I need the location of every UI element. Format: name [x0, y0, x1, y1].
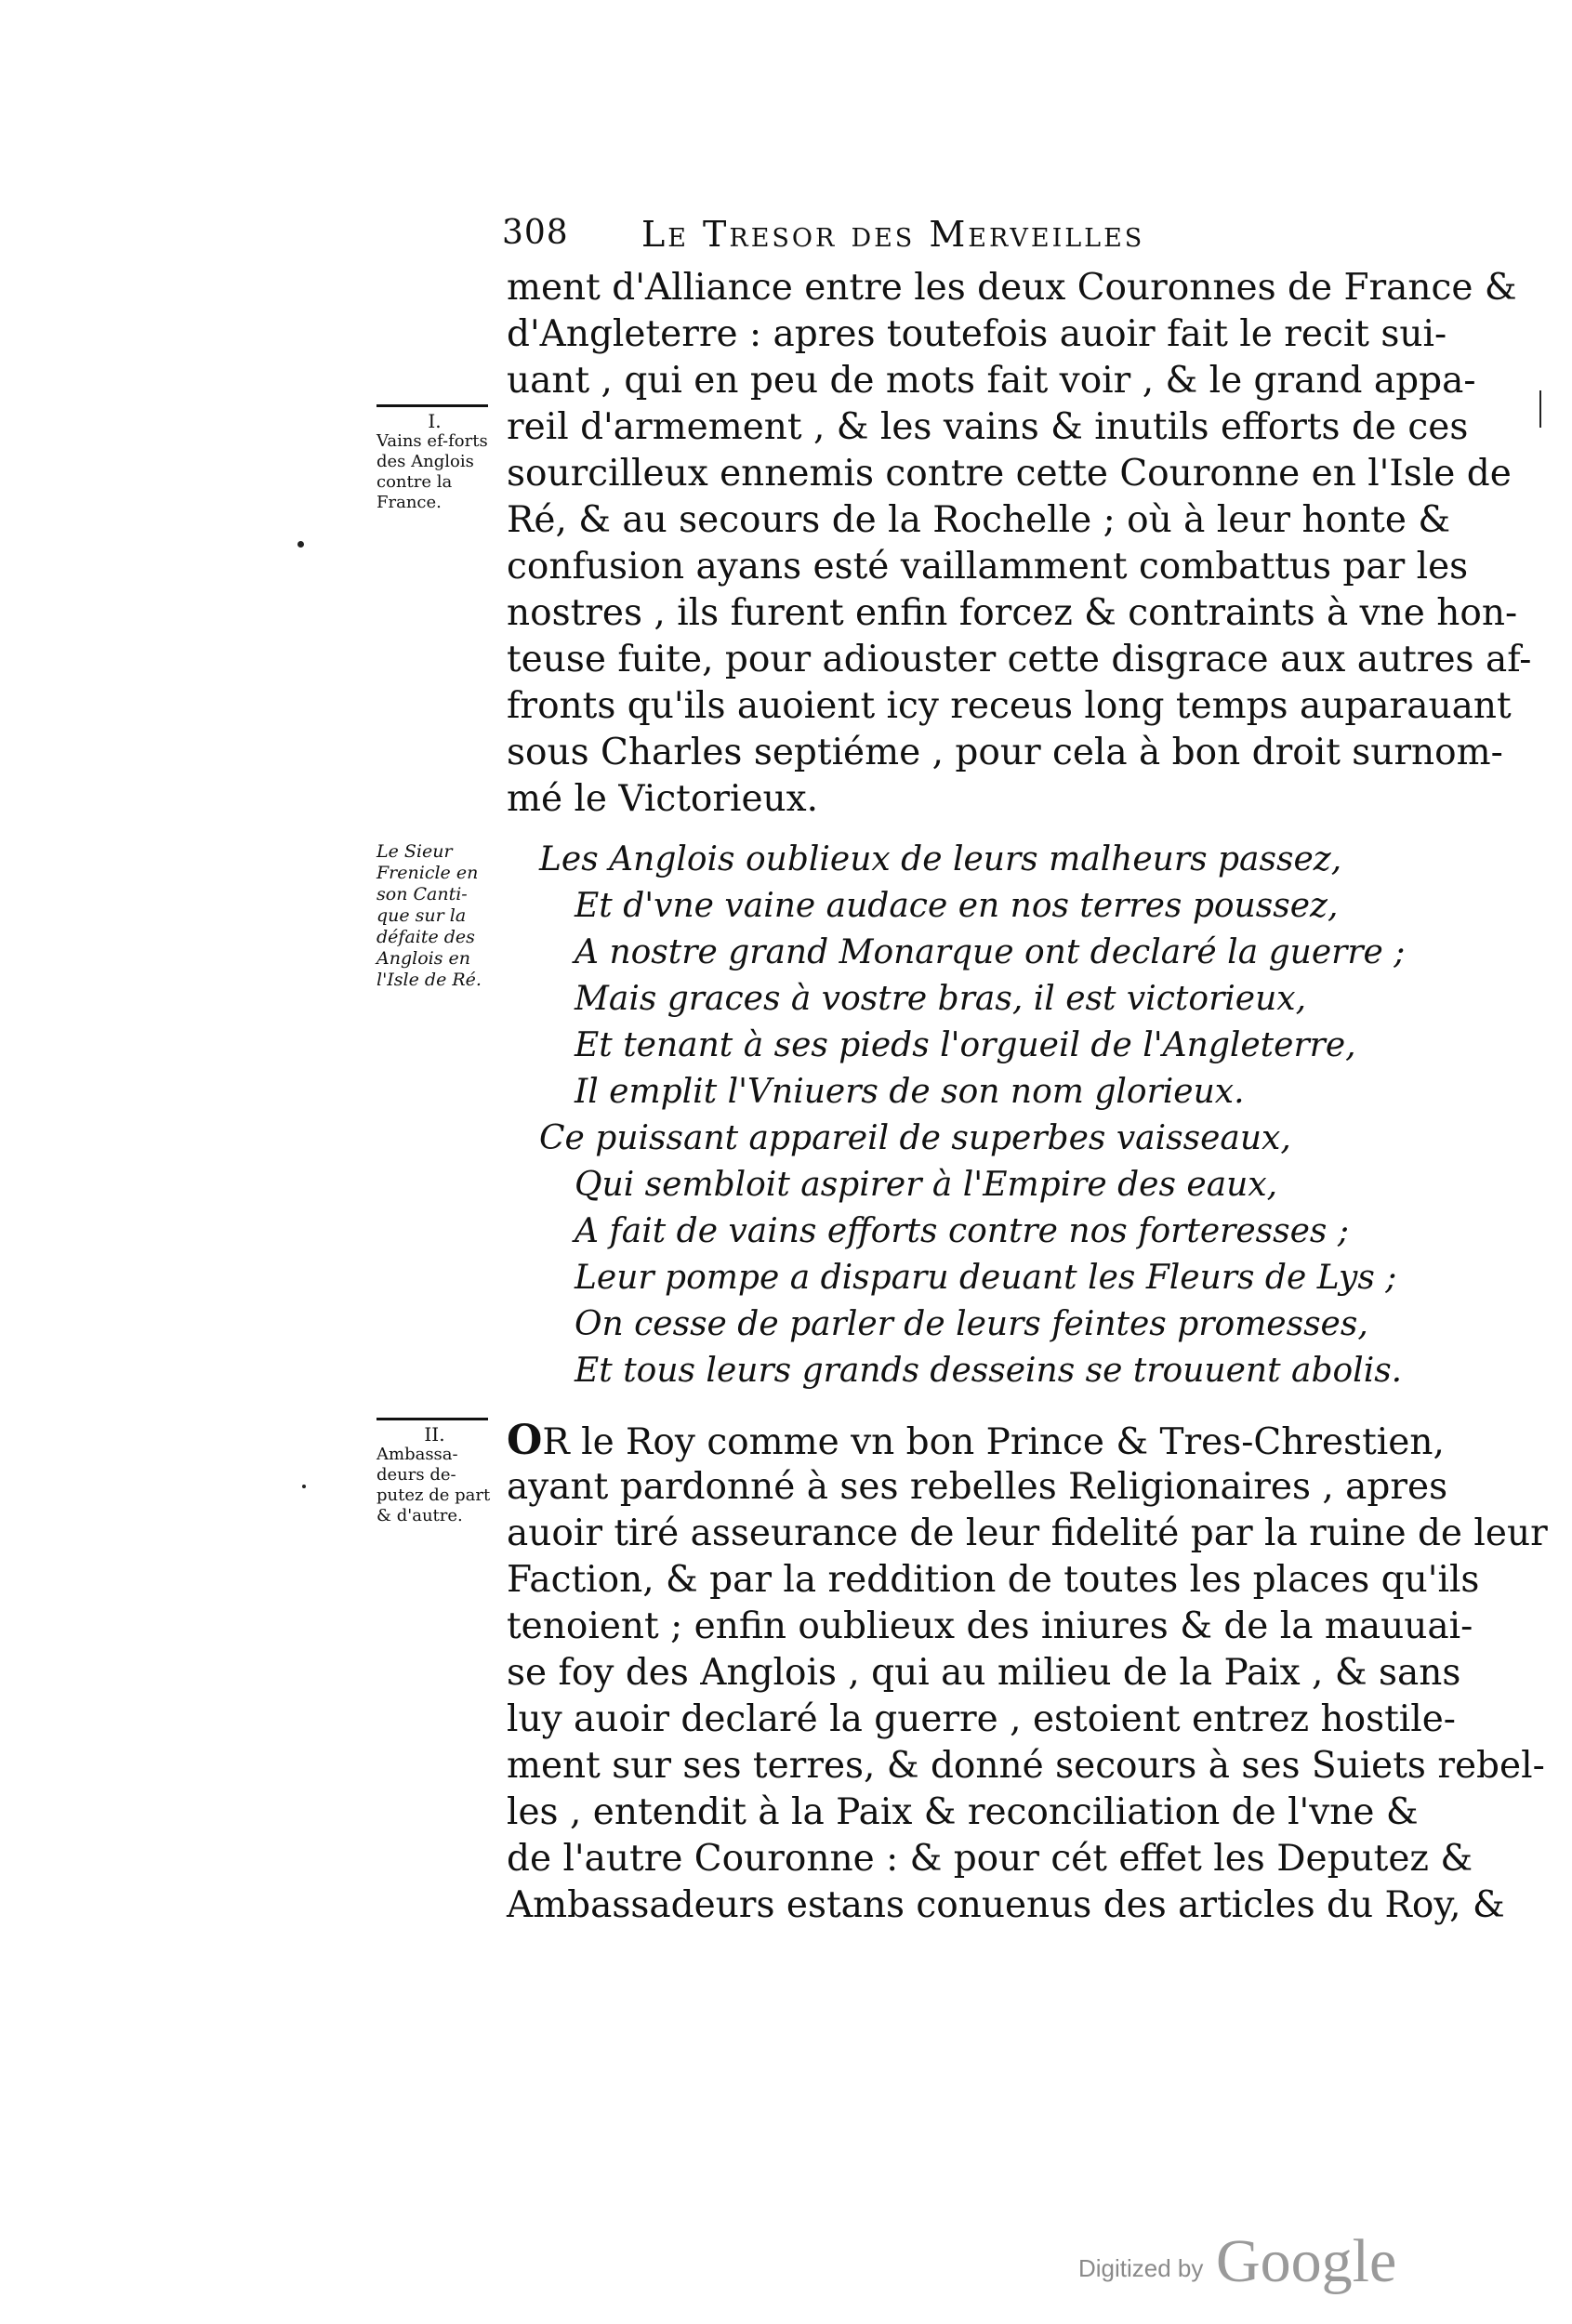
verse-line: A fait de vains efforts contre nos forteresses ; — [575, 1212, 1349, 1250]
text-line: Ré, & au secours de la Rochelle ; où à leur honte & — [507, 499, 1451, 541]
sidenote-2 — [376, 841, 493, 991]
running-title: Le Tresor des Merveilles — [641, 214, 1145, 255]
drop-initial: O — [507, 1417, 543, 1464]
sidenote-number: II. — [424, 1423, 445, 1446]
verse-line: On cesse de parler de leurs feintes promesses, — [575, 1305, 1368, 1343]
paragraph-1 — [507, 265, 1532, 823]
paragraph-2 — [507, 1417, 1548, 1929]
ink-speck — [302, 1485, 306, 1488]
text-line: ayant pardonné à ses rebelles Religionaires , apres — [507, 1466, 1448, 1508]
verse-line: Et tenant à ses pieds l'orgueil de l'Angleterre, — [575, 1026, 1356, 1064]
page-number: 308 — [502, 214, 569, 252]
watermark-prefix: Digitized by — [1078, 2254, 1204, 2282]
verse-line: Et d'vne vaine audace en nos terres poussez, — [575, 887, 1339, 925]
text-line: fronts qu'ils auoient icy receus long temps auparauant — [507, 685, 1512, 727]
text-line: sous Charles septiéme , pour cela à bon droit surnom- — [507, 732, 1503, 773]
verse-line: Il emplit l'Vniuers de son nom glorieux. — [575, 1073, 1245, 1111]
text-line: de l'autre Couronne : & pour cét effet les Deputez & — [507, 1838, 1473, 1880]
sidenote-text: Vains ef-forts des Anglois contre la France. — [376, 431, 488, 512]
text-line: teuse fuite, pour adiouster cette disgrace aux autres af- — [507, 639, 1532, 680]
verse-line: Leur pompe a disparu deuant les Fleurs de Lys ; — [575, 1259, 1397, 1297]
text-line: Ambassadeurs estans conuenus des articles du Roy, & — [507, 1884, 1505, 1926]
text-line: confusion ayans esté vaillamment combattus par les — [507, 546, 1469, 588]
text-line: uant , qui en peu de mots fait voir , & le grand appa- — [507, 360, 1476, 402]
google-logo: Google — [1216, 2227, 1397, 2295]
sidenote-3 — [376, 1418, 493, 1526]
text-line: nostres , ils furent enfin forcez & contraints à vne hon- — [507, 592, 1518, 634]
ink-mark — [1539, 390, 1541, 428]
text-line: d'Angleterre : apres toutefois auoir fait le recit sui- — [507, 313, 1447, 355]
verse-line: Qui sembloit aspirer à l'Empire des eaux, — [575, 1166, 1278, 1204]
sidenote-1 — [376, 404, 493, 513]
ink-speck — [297, 541, 304, 548]
sidenote-number: I. — [428, 410, 442, 432]
digitized-watermark — [1078, 2226, 1432, 2301]
verse-line: A nostre grand Monarque ont declaré la guerre ; — [575, 933, 1406, 971]
verse-line: Mais graces à vostre bras, il est victorieux, — [575, 980, 1307, 1018]
sidenote-rule — [376, 1418, 488, 1420]
sidenote-text: Le Sieur Frenicle en son Canti-que sur la défaite des Anglois en l'Isle de Ré. — [376, 841, 482, 990]
text-line: auoir tiré asseurance de leur fidelité par la ruine de leur — [507, 1512, 1548, 1554]
text-line: Faction, & par la reddition de toutes les places qu'ils — [507, 1559, 1480, 1601]
text-line: luy auoir declaré la guerre , estoient entrez hostile- — [507, 1698, 1456, 1740]
text-line — [507, 1417, 1445, 1464]
text-line-rest: R le Roy comme vn bon Prince & Tres-Chrestien, — [542, 1421, 1445, 1463]
text-line: les , entendit à la Paix & reconciliation de l'vne & — [507, 1791, 1419, 1833]
text-line: se foy des Anglois , qui au milieu de la Paix , & sans — [507, 1652, 1461, 1694]
verse-block — [539, 837, 1406, 1394]
verse-line: Ce puissant appareil de superbes vaisseaux, — [539, 1119, 1291, 1157]
sidenote-text: Ambassa-deurs de-putez de part & d'autre. — [376, 1445, 491, 1525]
text-line: ment d'Alliance entre les deux Couronnes de France & — [507, 267, 1517, 309]
text-line: sourcilleux ennemis contre cette Couronne en l'Isle de — [507, 453, 1512, 495]
text-line: mé le Victorieux. — [507, 778, 819, 820]
text-line: reil d'armement , & les vains & inutils efforts de ces — [507, 406, 1469, 448]
sidenote-rule — [376, 404, 488, 407]
page-header — [502, 214, 1394, 260]
verse-line: Et tous leurs grands desseins se trouuent abolis. — [575, 1352, 1403, 1390]
text-line: ment sur ses terres, & donné secours à ses Suiets rebel- — [507, 1745, 1545, 1787]
text-line: tenoient ; enfin oublieux des iniures & de la mauuai- — [507, 1605, 1473, 1647]
verse-line: Les Anglois oublieux de leurs malheurs passez, — [539, 840, 1342, 878]
